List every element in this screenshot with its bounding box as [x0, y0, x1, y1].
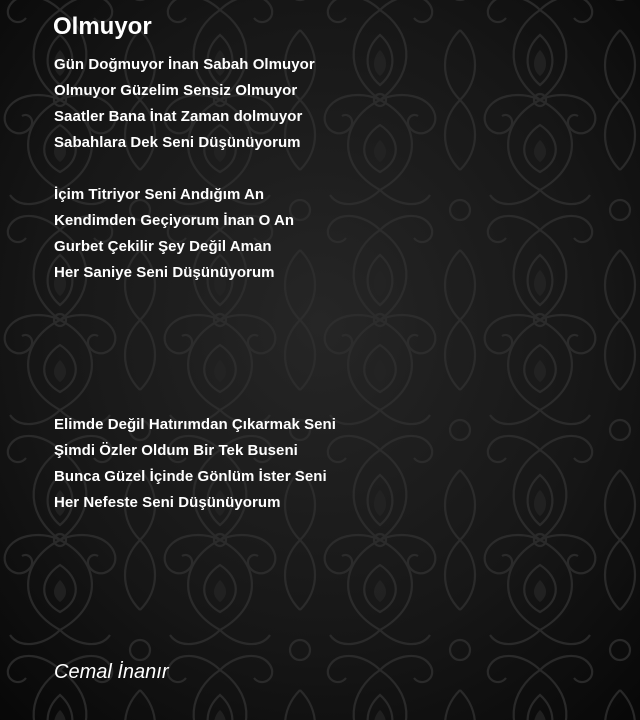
stanza-3	[54, 412, 336, 516]
poem-line: Elimde Değil Hatırımdan Çıkarmak Seni	[54, 416, 336, 433]
poem-line: Kendimden Geçiyorum İnan O An	[54, 212, 295, 229]
poem-line: Olmuyor Güzelim Sensiz Olmuyor	[54, 82, 298, 99]
poem-line: Şimdi Özler Oldum Bir Tek Buseni	[54, 442, 298, 459]
poem-line: Gün Doğmuyor İnan Sabah Olmuyor	[54, 56, 315, 73]
poem-line: Saatler Bana İnat Zaman dolmuyor	[54, 108, 303, 125]
poem-line: Gurbet Çekilir Şey Değil Aman	[54, 238, 272, 255]
poem-line: Bunca Güzel İçinde Gönlüm İster Seni	[54, 468, 327, 485]
poem-author: Cemal İnanır	[54, 661, 169, 683]
stanza-1	[54, 52, 315, 156]
poem-title: Olmuyor	[53, 13, 152, 40]
poem-line: Her Saniye Seni Düşünüyorum	[54, 264, 275, 281]
poem-line: Sabahlara Dek Seni Düşünüyorum	[54, 134, 301, 151]
poem-line: Her Nefeste Seni Düşünüyorum	[54, 494, 281, 511]
poem-line: İçim Titriyor Seni Andığım An	[54, 186, 265, 203]
stanza-2	[54, 182, 294, 286]
